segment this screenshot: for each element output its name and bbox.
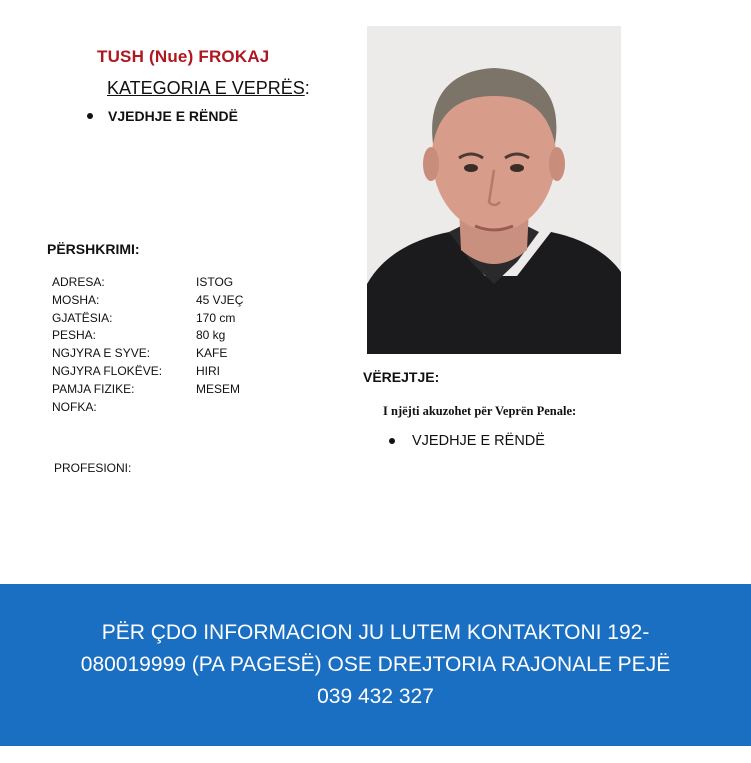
description-label: NGJYRA FLOKËVE: [52, 363, 163, 378]
description-row-weight [52, 327, 243, 345]
description-title: PËRSHKRIMI: [47, 241, 140, 257]
description-row-height [52, 310, 243, 328]
bullet-icon [389, 438, 395, 444]
description-row-nickname [52, 399, 243, 417]
description-label: MOSHA: [52, 292, 100, 307]
offense-list-item [87, 108, 238, 124]
description-label: NGJYRA E SYVE: [52, 346, 151, 361]
description-label: PESHA: [52, 328, 97, 343]
offense-text: VJEDHJE E RËNDË [108, 108, 238, 124]
suspect-photo [367, 26, 621, 354]
description-value: 45 VJEÇ [196, 292, 244, 307]
description-label: ADRESA: [52, 275, 105, 289]
charged-offense-text: VJEDHJE E RËNDË [412, 433, 545, 449]
profession-label: PROFESIONI: [54, 461, 132, 475]
offense-category-heading [107, 78, 310, 99]
suspect-portrait-illustration [367, 26, 621, 354]
description-value: 80 kg [196, 328, 226, 343]
description-label: NOFKA: [52, 399, 97, 414]
description-label: GJATËSIA: [52, 310, 113, 325]
description-value: 170 cm [196, 310, 236, 325]
person-name: TUSH (Nue) FROKAJ [97, 47, 270, 66]
description-value: MESEM [196, 381, 241, 396]
description-row-eye-color [52, 345, 243, 363]
description-label: PAMJA FIZIKE: [52, 381, 135, 396]
offense-category-colon: : [304, 78, 310, 98]
description-table [52, 274, 243, 416]
description-row-hair-color [52, 363, 243, 381]
description-value: ISTOG [196, 275, 234, 289]
remarks-title: VËREJTJE: [363, 369, 440, 385]
charged-statement: I njëjti akuzohet për Veprën Penale: [383, 404, 577, 418]
charged-offense-list-item [389, 433, 545, 449]
contact-footer-banner [0, 584, 751, 746]
description-value: HIRI [196, 363, 220, 378]
description-row-build [52, 381, 243, 399]
offense-category-label: KATEGORIA E VEPRËS [107, 78, 305, 98]
contact-text: PËR ÇDO INFORMACION JU LUTEM KONTAKTONI 192-080019999 (PA PAGESË) OSE DREJTORIA RAJONALE PEJË 039 432 327 [80, 621, 671, 708]
bullet-icon [87, 113, 93, 119]
description-row-address [52, 274, 243, 292]
description-value: KAFE [196, 346, 228, 361]
description-row-age [52, 292, 243, 310]
